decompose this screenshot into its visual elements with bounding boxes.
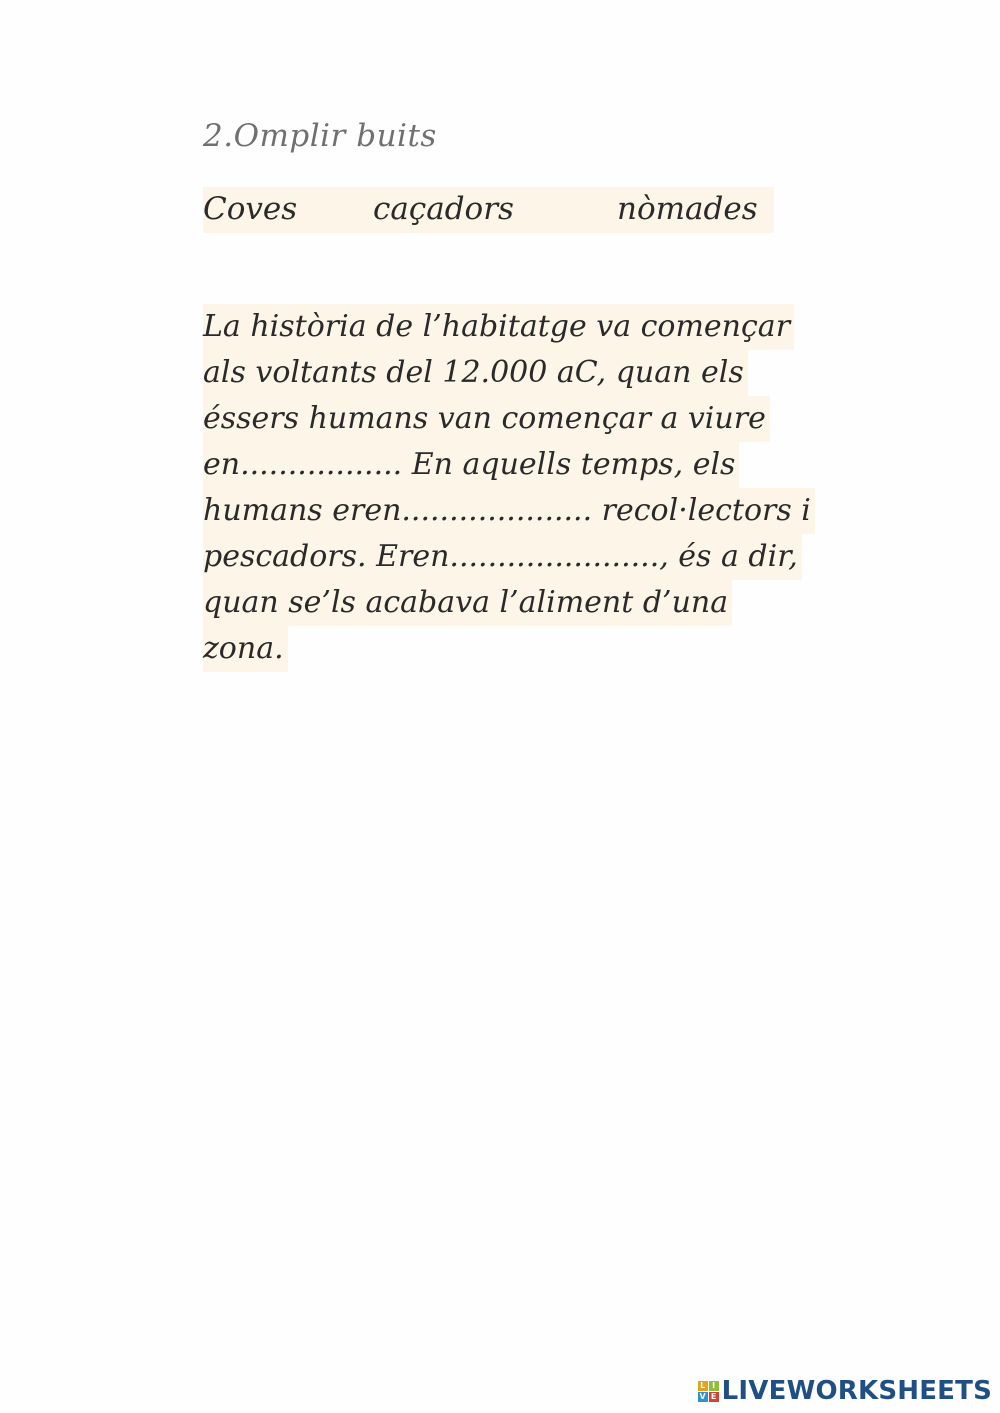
passage-line-blank-2[interactable] xyxy=(203,488,863,534)
word-bank xyxy=(203,187,774,233)
word-bank-item: Coves xyxy=(203,191,298,227)
liveworksheets-logo[interactable] xyxy=(698,1377,992,1405)
passage-line-text: humans eren.................... recol·lectors i xyxy=(203,488,815,534)
logo-text: LIVEWORKSHEETS xyxy=(721,1376,992,1406)
word-bank-item: nòmades xyxy=(617,191,758,227)
passage-line-text: als voltants del 12.000 aC, quan els xyxy=(203,350,748,396)
exercise-title: 2.Omplir buits xyxy=(203,118,437,154)
passage-line-blank-1[interactable] xyxy=(203,442,863,488)
passage-line xyxy=(203,350,863,396)
passage-line xyxy=(203,396,863,442)
passage-line-text: quan se’ls acabava l’aliment d’una xyxy=(203,580,732,626)
passage-line-text: éssers humans van començar a viure xyxy=(203,396,770,442)
word-bank-item: caçadors xyxy=(373,191,514,227)
passage-line xyxy=(203,626,863,672)
fill-in-passage xyxy=(203,304,863,672)
passage-line xyxy=(203,304,863,350)
passage-line-text: zona. xyxy=(203,626,288,672)
passage-line-text: La història de l’habitatge va començar xyxy=(203,304,794,350)
passage-line xyxy=(203,580,863,626)
logo-mark-icon: L I V E xyxy=(698,1381,719,1402)
passage-line-text: en................. En aquells temps, els xyxy=(203,442,739,488)
passage-line-blank-3[interactable] xyxy=(203,534,863,580)
passage-line-text: pescadors. Eren......................, és a dir, xyxy=(203,534,802,580)
